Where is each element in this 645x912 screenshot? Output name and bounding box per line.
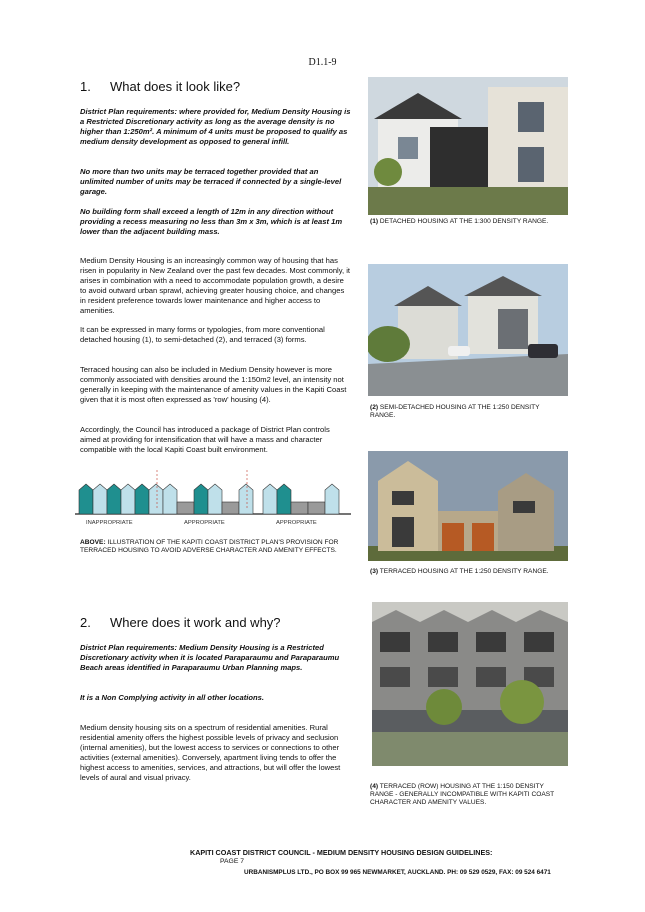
footer-page: PAGE 7 <box>220 858 245 865</box>
section-1-title: What does it look like? <box>110 79 241 94</box>
section-1-heading <box>80 79 240 94</box>
section-1-number: 1. <box>80 79 91 94</box>
photo-2-caption <box>370 404 565 420</box>
photo-4-caption-text: TERRACED (ROW) HOUSING AT THE 1:150 DENSITY RANGE - GENERALLY INCOMPATIBLE WITH KAPITI COAST CHARACTER AND AMENITY VALUES. <box>370 783 555 806</box>
terrace-diagram <box>75 468 351 520</box>
diagram-label-appropriate-1: APPROPRIATE <box>184 520 225 526</box>
section-2-title: Where does it work and why? <box>110 615 281 630</box>
photo-semi-detached-housing <box>368 264 568 396</box>
photo-1-caption <box>370 218 565 226</box>
diagram-caption-label: ABOVE: <box>80 539 106 546</box>
section-2-paragraph: Medium density housing sits on a spectrum of residential amenities. Rural residential amenity offers the highest possible levels of privacy and seclusion (internal amenities), but the lowest access to services or connections to other activities (external amenities). Conversely, apartment living tends to offer the highest access to amenities, services, and attractions, but will offer the lowest levels of aural and visual privacy. <box>80 723 341 782</box>
diagram-caption <box>80 539 350 555</box>
photo-1-caption-text: DETACHED HOUSING AT THE 1:300 DENSITY RANGE. <box>379 218 549 225</box>
requirement-1: District Plan requirements: where provided for, Medium Density Housing is a Restricted Discretionary activity as long as the average density is no higher than 1:250m². A minimum of 4 units must be proposed to qualify as medium density development as opposed to general infill. <box>80 107 351 146</box>
page-reference: D1.1-9 <box>308 57 337 68</box>
footer-contact: URBANISMPLUS LTD., PO BOX 99 965 NEWMARKET, AUCKLAND. PH: 09 529 0529, FAX: 09 524 6471 <box>244 869 551 876</box>
section-2-requirement-2: It is a Non Complying activity in all other locations. <box>80 693 264 702</box>
requirement-3: No building form shall exceed a length of 12m in any direction without providing a recess measuring no less than 3m x 3m, which is at least 1m lower than the adjacent building mass. <box>80 207 343 236</box>
photo-2-label: (2) <box>370 404 379 411</box>
diagram-caption-text: ILLUSTRATION OF THE KAPITI COAST DISTRICT PLAN'S PROVISION FOR TERRACED HOUSING TO AVOID ADVERSE CHARACTER AND AMENITY EFFECTS. <box>80 539 339 554</box>
photo-2-caption-text: SEMI-DETACHED HOUSING AT THE 1:250 DENSITY RANGE. <box>370 404 540 419</box>
paragraph-1: Medium Density Housing is an increasingly common way of housing that has risen in popularity in New Zealand over the past few decades. Most commonly, it arises in combination with a need to accommodate population growth, a desire to avoid outward urban sprawl, achieving greater housing choice, and changes in resident preference towards lower maintenance and higher access to amenities. <box>80 256 350 315</box>
section-2-requirement-1: District Plan requirements: Medium Density Housing is a Restricted Discretionary activity when it is located Paraparaumu and Paraparaumu Beach areas identified in Paraparaumu Urban Planning maps. <box>80 643 340 672</box>
photo-detached-housing <box>368 77 568 215</box>
photo-4-label: (4) <box>370 783 379 790</box>
diagram-label-appropriate-2: APPROPRIATE <box>276 520 317 526</box>
paragraph-3: Terraced housing can also be included in Medium Density however is more commonly associated with densities around the 1:150m2 level, an intensity not generally in keeping with the maintenance of amenity values in the Kapiti Coast given that it is most often expressed as 'row' housing (4). <box>80 365 347 404</box>
photo-3-caption <box>370 568 565 576</box>
photo-1-label: (1) <box>370 218 379 225</box>
requirement-2: No more than two units may be terraced together provided that an unlimited number of units may be terraced if connected by a single-level garage. <box>80 167 342 196</box>
section-2-heading <box>80 615 281 630</box>
footer-title: KAPITI COAST DISTRICT COUNCIL - MEDIUM DENSITY HOUSING DESIGN GUIDELINES: <box>190 848 493 857</box>
photo-4-caption <box>370 783 565 807</box>
section-2-number: 2. <box>80 615 91 630</box>
diagram-label-inappropriate: INAPPROPRIATE <box>86 520 133 526</box>
photo-row-housing <box>372 602 568 766</box>
photo-3-label: (3) <box>370 568 379 575</box>
photo-3-caption-text: TERRACED HOUSING AT THE 1:250 DENSITY RANGE. <box>379 568 549 575</box>
paragraph-2: It can be expressed in many forms or typologies, from more conventional detached housing (1), to semi-detached (2), and terraced (3) forms. <box>80 325 325 344</box>
photo-terraced-housing <box>368 451 568 561</box>
paragraph-4: Accordingly, the Council has introduced a package of District Plan controls aimed at providing for intensification that will have a mass and character compatible with the local Kapiti Coast built environment. <box>80 425 330 454</box>
